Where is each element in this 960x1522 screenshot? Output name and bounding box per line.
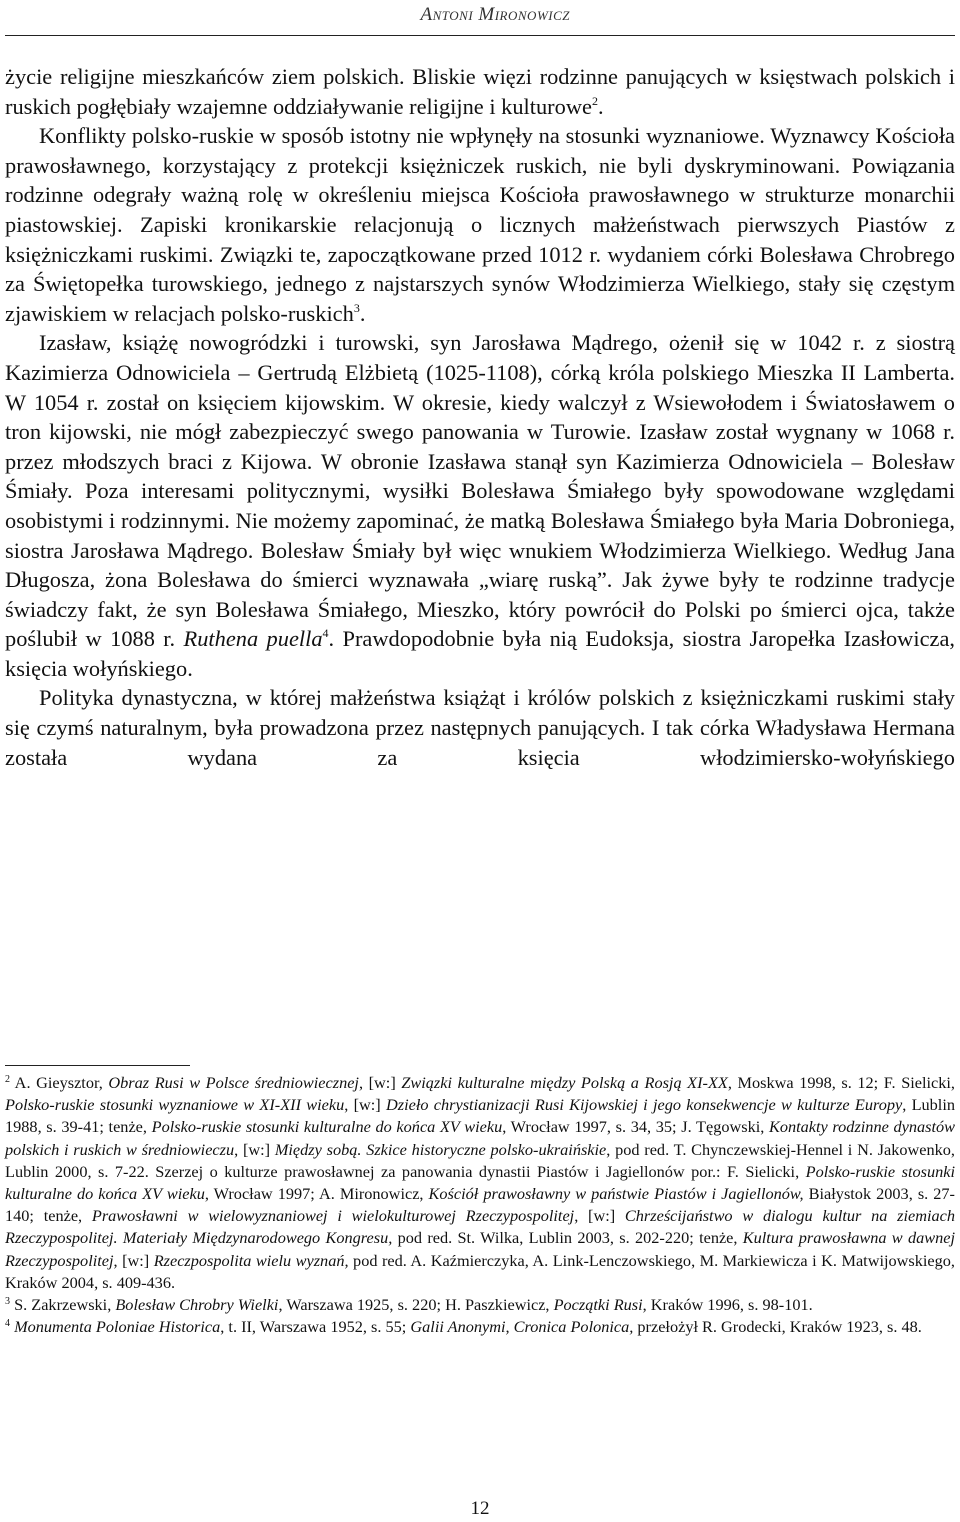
text-run: . Prawdopodobnie była nią Eudoksja, siostra Jaropełka Izasłowicza, księcia wołyńskiego. xyxy=(5,626,955,681)
paragraph-1 xyxy=(5,62,955,121)
text-run: , [w:] xyxy=(113,1250,154,1270)
footnote-2 xyxy=(5,1072,955,1294)
text-run: , [w:] xyxy=(574,1206,625,1226)
italic-text: Galii Anonymi, Cronica Polonica, xyxy=(410,1317,634,1337)
text-run: życie religijne mieszkańców ziem polskich. Bliskie więzi rodzinne panujących w księstwach polskich i ruskich pogłębiały wzajemne oddziaływanie religijne i kulturowe xyxy=(5,64,955,119)
italic-text: Polsko-ruskie stosunki kulturalne do końca XV wieku xyxy=(5,1161,955,1204)
paragraph-3 xyxy=(5,328,955,683)
footnote-reference: 4 xyxy=(5,1318,10,1330)
text-run: Białystok 2003, s. 27-140; tenże, xyxy=(5,1184,955,1226)
footnote-reference: 2 xyxy=(591,93,598,108)
text-run: , Kraków 1996, s. 98-101. xyxy=(642,1295,813,1315)
text-run: , [w:] xyxy=(234,1139,275,1159)
paragraph-2 xyxy=(5,121,955,328)
footnote-reference: 4 xyxy=(322,626,329,641)
running-head-text: Antoni Mironowicz xyxy=(420,4,570,25)
text-run: , Warszawa 1925, s. 220; H. Paszkiewicz, xyxy=(278,1295,554,1315)
footnote-rule xyxy=(5,1065,190,1066)
italic-text: Bolesław Chrobry Wielki xyxy=(115,1295,279,1315)
italic-text: Między sobą. Szkice historyczne polsko-ukraińskie xyxy=(274,1139,607,1159)
text-run: , Wrocław 1997, s. 34, 35; J. Tęgowski, xyxy=(502,1117,769,1137)
text-run: , Lublin 1988, s. 39-41; tenże, xyxy=(5,1095,955,1137)
italic-text: Kościół prawosławny w państwie Piastów i Jagiellonów, xyxy=(428,1184,804,1204)
italic-text: Kontakty rodzinne dynastów polskich i ruskich w średniowieczu xyxy=(5,1117,955,1159)
footnote-reference: 2 xyxy=(5,1074,10,1085)
italic-text: Kultura prawosławna w dawnej Rzeczypospolitej xyxy=(5,1228,955,1270)
italic-text: Polsko-ruskie stosunki wyznaniowe w XI-XII wieku xyxy=(5,1095,345,1115)
header-rule xyxy=(5,35,955,36)
italic-text: Ruthena puella xyxy=(183,626,323,652)
footnote-reference: 3 xyxy=(5,1296,10,1308)
page-number: 12 xyxy=(470,1498,490,1519)
footnote-3 xyxy=(5,1294,955,1316)
text-run: , pod red. T. Chynczewskiej-Hennel i N. Jakowenko, Lublin 2000, s. 7-22. Szerzej o kulturze prawosławnej za panowania dynastii Piastów i Jagiellonów por.: F. Sielicki, xyxy=(5,1139,955,1181)
text-run: , [w:] xyxy=(358,1073,402,1092)
footnote-reference: 3 xyxy=(353,300,360,315)
running-head xyxy=(420,4,570,26)
italic-text: Chrześcijaństwo w dialogu kultur na ziemiach Rzeczypospolitej. Materiały Międzynarodowego Kongresu, xyxy=(5,1206,956,1248)
paragraph-4 xyxy=(5,683,955,772)
text-run: . xyxy=(597,93,604,119)
text-run: pod red. St. Wilka, Lublin 2003, s. 202-220; tenże, xyxy=(392,1228,743,1248)
text-run: Konflikty polsko-ruskie w sposób istotny nie wpłynęły na stosunki wyznaniowe. Wyznawcy Kościoła prawosławnego, korzystający z protekcji księżniczek ruskich, nie byli dyskryminowani. Powiązania rodzinne odegrały ważną rolę w określeniu miejsca Kościoła prawosławnego w strukturze monarchii piastowskiej. Zapiski kronikarskie relacjonują o licznych małżeństwach pierwszych Piastów z księżniczkami ruskimi. Związki te, zapoczątkowane przed 1012 r. wydaniem córki Bolesława Chrobrego za Świętopełka turowskiego, jednego z najstarszych synów Włodzimierza Wielkiego, stały się częstym zjawiskiem w relacjach polsko-ruskich xyxy=(5,123,955,326)
text-run: S. Zakrzewski, xyxy=(10,1295,116,1315)
text-run: Izasław, książę nowogródzki i turowski, syn Jarosława Mądrego, ożenił się w 1042 r. z siostrą Kazimierza Odnowiciela – Gertrudą Elżbietą (1025-1108), córką króla polskiego Mieszka II Lamberta. W 1054 r. został on księciem kijowskim. W okresie, kiedy walczył z Wsiewołodem i Światosławem o tron kijowski, nie mógł zabezpieczyć swego panowania w Turowie. Izasław został wygnany w 1068 r. przez młodszych braci z Kijowa. W obronie Izasława stanął syn Kazimierza Odnowiciela – Bolesław Śmiały. Poza interesami politycznymi, wysiłki Bolesława Śmiałego były spowodowane względami osobistymi i rodzinnymi. Nie możemy zapominać, że matką Bolesława Śmiałego była Maria Dobroniega, siostra Jarosława Mądrego. Bolesław Śmiały był więc wnukiem Włodzimierza Wielkiego. Według Jana Długosza, żona Bolesława do śmierci wyznawała „wiarę ruską”. Jak żywe były te rodzinne tradycje świadczy fakt, że syn Bolesława Śmiałego, Mieszko, który powrócił do Polski po śmierci ojca, także poślubił w 1088 r. xyxy=(5,330,955,652)
text-run: , [w:] xyxy=(344,1095,387,1115)
text-run: A. Gieysztor, xyxy=(10,1073,109,1092)
italic-text: Związki kulturalne między Polską a Rosją XI-XX xyxy=(401,1073,728,1092)
text-run: , t. II, Warszawa 1952, s. 55; xyxy=(220,1317,411,1337)
footnotes xyxy=(5,1072,955,1338)
text-run: pod red. A. Kaźmierczyka, A. Link-Lenczowskiego, M. Markiewicza i K. Matwijowskiego, Kraków 2004, s. 409-436. xyxy=(5,1250,955,1292)
italic-text: Rzeczpospolita wielu wyznań, xyxy=(153,1250,349,1270)
italic-text: Początki Rusi xyxy=(553,1295,643,1315)
text-run: , Wrocław 1997; A. Mironowicz, xyxy=(204,1184,429,1204)
text-run: . xyxy=(359,300,366,326)
text-run: Polityka dynastyczna, w której małżeństwa książąt i królów polskich z księżniczkami ruskimi stały się czymś naturalnym, była prowadzona przez następnych panujących. I tak córka Władysława Hermana została wydana za księcia włodzimiersko-wołyńskiego xyxy=(5,685,955,770)
main-text xyxy=(5,62,955,772)
italic-text: Obraz Rusi w Polsce średniowiecznej xyxy=(108,1073,359,1092)
italic-text: Polsko-ruskie stosunki kulturalne do końca XV wieku xyxy=(151,1117,503,1137)
text-run: przełożył R. Grodecki, Kraków 1923, s. 48. xyxy=(633,1317,922,1337)
italic-text: Dzieło chrystianizacji Rusi Kijowskiej i jego konsekwencje w kulturze Europy xyxy=(386,1095,903,1115)
italic-text: Prawosławni w wielowyznaniowej i wielokulturowej Rzeczypospolitej xyxy=(91,1206,575,1226)
italic-text: Monumenta Poloniae Historica xyxy=(14,1317,221,1337)
footnote-4 xyxy=(5,1316,955,1338)
text-run: , Moskwa 1998, s. 12; F. Sielicki, xyxy=(727,1073,956,1092)
